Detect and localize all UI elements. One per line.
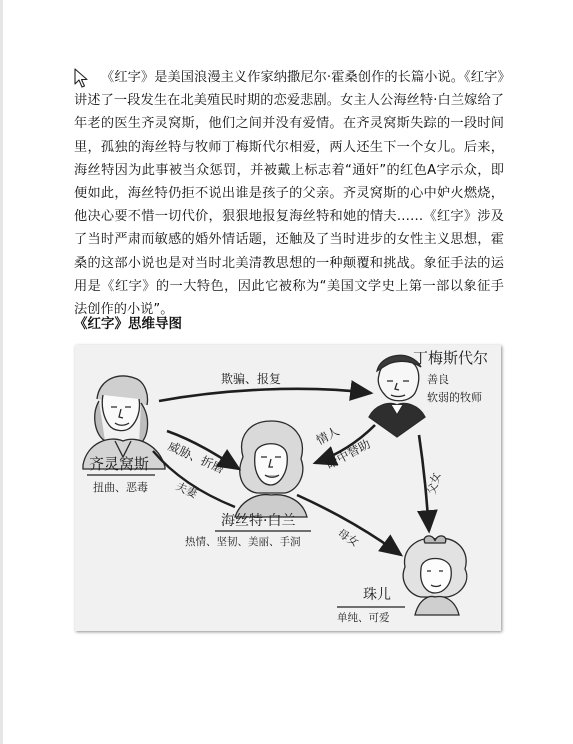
pearl-name: 珠儿	[363, 587, 391, 603]
relation-lover: 情人	[313, 424, 342, 448]
relation-father-daughter: 父女	[425, 471, 444, 496]
dimmesdale-name: 丁梅斯代尔	[413, 349, 489, 367]
relation-threaten-torment: 威胁、折磨	[165, 438, 227, 477]
hester-name: 海丝特·白兰	[221, 513, 296, 529]
relation-deceive-revenge: 欺骗、报复	[221, 372, 282, 386]
dimmesdale-traits-2: 软弱的牧师	[427, 391, 482, 404]
relation-mother-daughter: 母女	[335, 526, 361, 550]
chillingworth-traits: 扭曲、恶毒	[93, 481, 148, 494]
mindmap-drawing	[75, 345, 501, 631]
hester-portrait	[235, 421, 307, 517]
dimmesdale-traits-1: 善良	[427, 373, 449, 386]
relation-secret-help: 暗中替助	[323, 436, 373, 472]
page-left-edge	[0, 0, 3, 744]
pearl-portrait	[403, 536, 467, 615]
mindmap-illustration	[75, 345, 501, 631]
arrow-chillingworth-to-dimmesdale	[159, 389, 371, 401]
hester-traits: 热情、坚韧、美丽、手洞	[185, 536, 301, 548]
mindmap-title: 《红字》思维导图	[74, 316, 182, 332]
relation-spouse: 夫妻	[173, 479, 200, 501]
article-paragraph-text: 《红字》是美国浪漫主义作家纳撒尼尔·霍桑创作的长篇小说。《红字》讲述了一段发生在北美殖民时期的恋爱悲剧。女主人公海丝特·白兰嫁给了年老的医生齐灵窝斯，他们之间并没有爱情。在齐灵窝斯失踪的一段时间里，孤独的海丝特与牧师丁梅斯代尔相爱，两人还生下一个女儿。后来，海丝特因为此事被当众惩罚，并被戴上标志着“通奸”的红色A字示众，即便如此，海丝特仍拒不说出谁是孩子的父亲。齐灵窝斯的心中妒火燃烧，他决心要不惜一切代价，狠狠地报复海丝特和她的情夫……《红字》涉及了当时严肃而敏感的婚外情话题，还触及了当时进步的女性主义思想，霍桑的这部小说也是对当时北美清教思想的一种颠覆和挑战。象征手法的运用是《红字》的一大特色，因此它被称为“美国文学史上第一部以象征手法创作的小说”。	[74, 70, 504, 318]
chillingworth-name: 齐灵窝斯	[89, 455, 150, 473]
dimmesdale-portrait	[369, 355, 425, 437]
article-paragraph	[74, 66, 504, 321]
pearl-traits: 单纯、可爱	[337, 612, 390, 624]
